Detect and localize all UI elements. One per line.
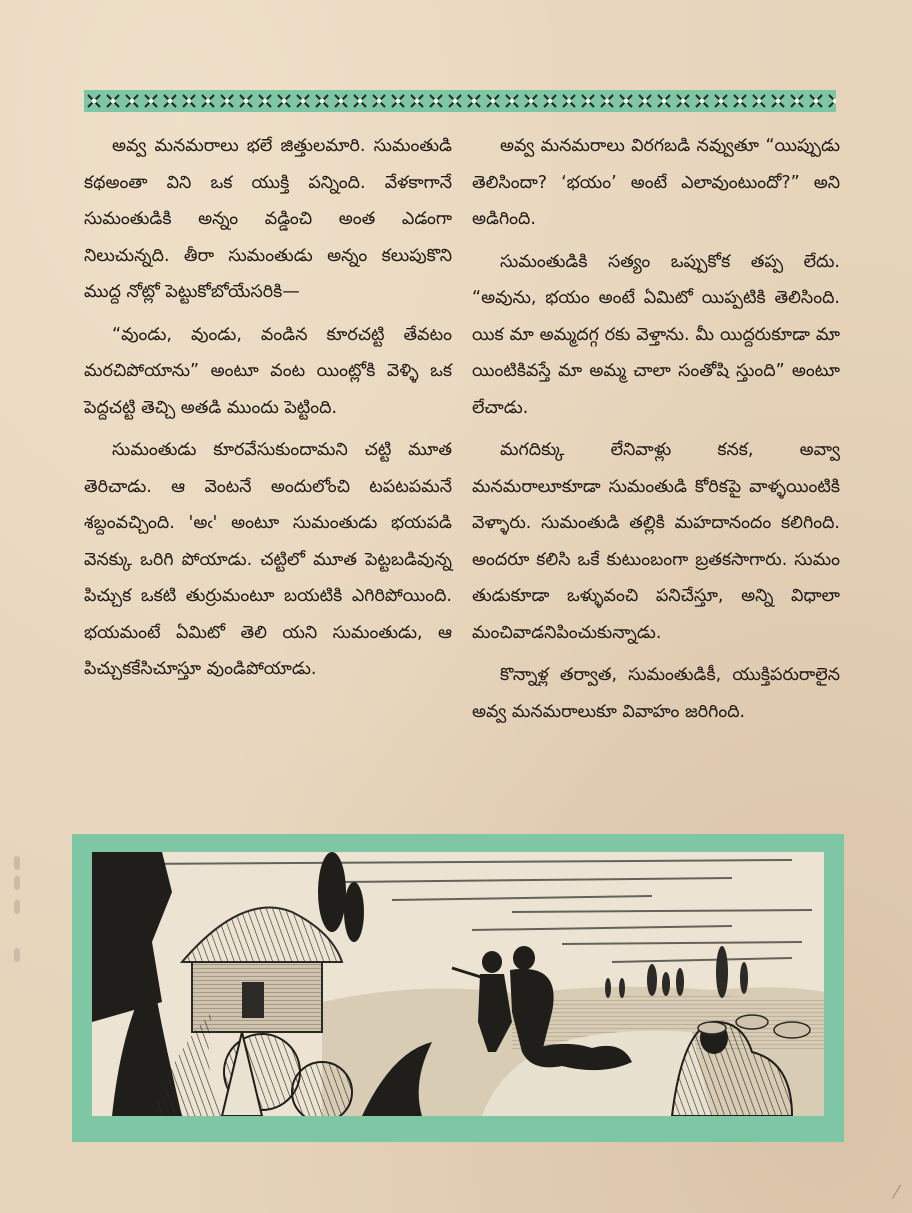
floral-motif-icon (449, 95, 461, 107)
floral-motif-icon (88, 95, 100, 107)
floral-motif-icon (639, 95, 651, 107)
paragraph: కొన్నాళ్ల తర్వాత, సుమంతుడికీ, యుక్తిపరురాలైన అవ్వ మనమరాలుకూ వివాహం జరిగింది. (472, 665, 840, 722)
floral-motif-icon (525, 95, 537, 107)
paragraph: అవ్వ మనమరాలు విరగబడి నవ్వుతూ “యిప్పుడు తెలిసిందా? ‘భయం’ అంటే ఎలావుంటుందో?” అని అడిగింది. (472, 136, 840, 229)
floral-motif-icon (620, 95, 632, 107)
floral-motif-icon (240, 95, 252, 107)
paragraph: సుమంతుడికి సత్యం ఒప్పుకోక తప్ప లేదు. “అవును, భయం అంటే ఏమిటో యిప్పటికి తెలిసింది. యిక మా అమ్మదగ్గ రకు వెళ్తాను. మీ యిద్దరుకూడా మా యింటికివస్తే మా అమ్మ చాలా సంతోషి స్తుంది” అంటూ లేచాడు. (472, 251, 840, 418)
floral-motif-icon (316, 95, 328, 107)
floral-motif-icon (164, 95, 176, 107)
floral-motif-icon (829, 95, 836, 107)
floral-motif-icon (411, 95, 423, 107)
floral-motif-icon (202, 95, 214, 107)
floral-motif-icon (145, 95, 157, 107)
floral-border-icon (84, 90, 836, 112)
floral-motif-icon (563, 95, 575, 107)
floral-motif-icon (715, 95, 727, 107)
floral-motif-icon (259, 95, 271, 107)
floral-motif-icon (373, 95, 385, 107)
floral-motif-icon (126, 95, 138, 107)
floral-motif-icon (791, 95, 803, 107)
floral-motif-icon (772, 95, 784, 107)
floral-motif-icon (601, 95, 613, 107)
floral-motif-icon (354, 95, 366, 107)
floral-motif-icon (430, 95, 442, 107)
floral-motif-icon (221, 95, 233, 107)
story-illustration (72, 834, 844, 1142)
floral-motif-icon (468, 95, 480, 107)
floral-motif-icon (335, 95, 347, 107)
floral-motif-icon (658, 95, 670, 107)
floral-motif-icon (734, 95, 746, 107)
paragraph: అవ్వ మనమరాలు భలే జిత్తులమారి. సుమంతుడి కథఅంతా విని ఒక యుక్తి పన్నింది. వేళకాగానే సుమంతుడికి అన్నం వడ్డించి అంత ఎడంగా నిలుచున్నది. తీరా సుమంతుడు అన్నం కలుపుకొని ముద్ద నోట్లో పెట్టుకోబోయేసరికి— (84, 136, 452, 302)
floral-motif-icon (810, 95, 822, 107)
floral-motif-icon (392, 95, 404, 107)
floral-motif-icon (582, 95, 594, 107)
floral-motif-icon (753, 95, 765, 107)
floral-motif-icon (183, 95, 195, 107)
paragraph: “వుండు, వుండు, వండిన కూరచట్టి తేవటం మరచిపోయాను” అంటూ వంట యింట్లోకి వెళ్ళి ఒక పెద్దచట్టి తెచ్చి అతడి ముందు పెట్టింది. (84, 324, 452, 418)
village-scene-illustration-icon (92, 852, 824, 1116)
paragraph: సుమంతుడు కూరవేసుకుందామని చట్టి మూత తెరిచాడు. ఆ వెంటనే అందులోంచి టపటపమనే శబ్దంవచ్చింది. 'అఁ' అంటూ సుమంతుడు భయపడి వెనక్కు ఒరిగి పోయాడు. చట్టిలో మూత పెట్టబడివున్న పిచ్చుక ఒకటి తుర్రుమంటూ బయటికి ఎగిరిపోయింది. భయమంటే ఏమిటో తెలి యని సుమంతుడు, ఆ పిచ్చుకకేసిచూస్తూ వుండిపోయాడు. (84, 440, 452, 679)
floral-motif-icon (297, 95, 309, 107)
floral-motif-icon (107, 95, 119, 107)
floral-motif-icon (696, 95, 708, 107)
floral-motif-icon (544, 95, 556, 107)
paragraph: మగదిక్కు లేనివాళ్లు కనక, అవ్వా మనమరాలూకూడా సుమంతుడి కోరికపై వాళ్ళయింటికి వెళ్ళారు. సుమంతుడి తల్లికి మహదానందం కలిగింది. అందరూ కలిసి ఒకే కుటుంబంగా బ్రతకసాగారు. సుమం తుడుకూడా ఒళ్ళువంచి పనిచేస్తూ, అన్ని విధాలా మంచివాడనిపించుకున్నాడు. (472, 440, 840, 643)
floral-motif-icon (487, 95, 499, 107)
floral-motif-icon (278, 95, 290, 107)
floral-motif-icon (677, 95, 689, 107)
floral-motif-icon (506, 95, 518, 107)
right-column (472, 128, 840, 736)
left-column (84, 128, 452, 694)
page-corner-mark: ⁄ (894, 1182, 898, 1203)
